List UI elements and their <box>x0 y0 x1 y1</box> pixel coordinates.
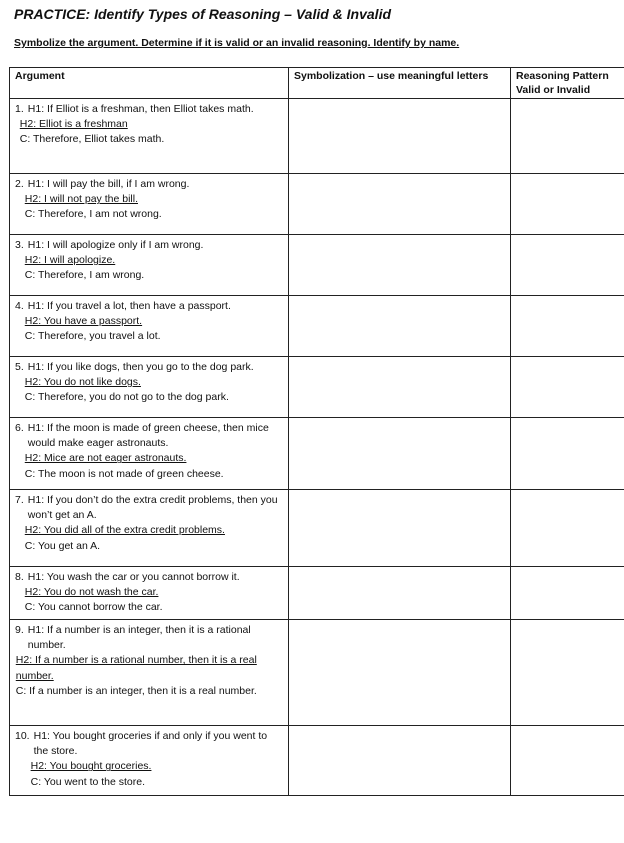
conclusion: C: Therefore, Elliot takes math. <box>19 133 165 146</box>
argument-row-9 <box>10 620 624 726</box>
argument-cell <box>10 99 289 174</box>
symbolization-cell[interactable] <box>289 726 511 796</box>
reasoning-pattern-cell[interactable] <box>511 296 624 357</box>
hypothesis-2: H2: You do not wash the car. <box>24 586 159 599</box>
argument-cell <box>10 726 289 796</box>
hypothesis-1: H1: I will apologize only if I am wrong. <box>27 239 204 251</box>
argument-cell <box>10 174 289 235</box>
hypothesis-1: H1: If you travel a lot, then have a passport. <box>27 300 231 312</box>
reasoning-pattern-cell[interactable] <box>511 235 624 296</box>
reasoning-pattern-cell[interactable] <box>511 620 624 726</box>
conclusion: C: Therefore, I am not wrong. <box>24 208 162 221</box>
argument-number: 10. <box>15 730 30 742</box>
reasoning-pattern-cell[interactable] <box>511 567 624 620</box>
hypothesis-2: H2: If a number is a rational number, then it is a real number. <box>15 654 257 682</box>
hypothesis-1: H1: I will pay the bill, if I am wrong. <box>27 178 190 190</box>
symbolization-header: Symbolization – use meaningful letters <box>289 68 511 99</box>
argument-number: 3. <box>15 239 24 251</box>
conclusion: C: Therefore, you travel a lot. <box>24 330 161 343</box>
argument-cell <box>10 296 289 357</box>
conclusion: C: If a number is an integer, then it is a real number. <box>15 684 257 697</box>
argument-header: Argument <box>10 68 289 99</box>
conclusion: C: The moon is not made of green cheese. <box>24 467 224 480</box>
symbolization-cell[interactable] <box>289 418 511 490</box>
conclusion: C: You went to the store. <box>30 775 146 788</box>
page-title: PRACTICE: Identify Types of Reasoning – Valid & Invalid <box>14 6 392 22</box>
hypothesis-1: H1: You wash the car or you cannot borrow it. <box>27 571 240 583</box>
argument-cell <box>10 620 289 726</box>
argument-row-4 <box>10 296 624 357</box>
symbolization-cell[interactable] <box>289 235 511 296</box>
argument-row-2 <box>10 174 624 235</box>
hypothesis-1: H1: If you like dogs, then you go to the dog park. <box>27 361 254 373</box>
argument-number: 1. <box>15 103 24 115</box>
symbolization-cell[interactable] <box>289 490 511 567</box>
reasoning-pattern-header: Reasoning Pattern Valid or Invalid <box>511 68 624 99</box>
hypothesis-1: H1: If you don’t do the extra credit problems, then you won’t get an A. <box>27 494 278 522</box>
argument-row-1 <box>10 99 624 174</box>
argument-cell <box>10 490 289 567</box>
reasoning-pattern-cell[interactable] <box>511 418 624 490</box>
hypothesis-2: H2: I will not pay the bill. <box>24 193 138 206</box>
reasoning-pattern-cell[interactable] <box>511 357 624 418</box>
hypothesis-2: H2: You do not like dogs. <box>24 376 141 389</box>
symbolization-cell[interactable] <box>289 296 511 357</box>
hypothesis-2: H2: You did all of the extra credit problems. <box>24 524 225 537</box>
argument-row-7 <box>10 490 624 567</box>
argument-number: 9. <box>15 624 24 636</box>
hypothesis-1: H1: If a number is an integer, then it is a rational number. <box>27 624 251 652</box>
symbolization-cell[interactable] <box>289 174 511 235</box>
argument-cell <box>10 235 289 296</box>
argument-number: 8. <box>15 571 24 583</box>
argument-cell <box>10 418 289 490</box>
argument-row-10 <box>10 726 624 796</box>
conclusion: C: Therefore, you do not go to the dog park. <box>24 391 229 404</box>
argument-number: 6. <box>15 422 24 434</box>
reasoning-pattern-cell[interactable] <box>511 99 624 174</box>
hypothesis-2: H2: Mice are not eager astronauts. <box>24 452 187 465</box>
argument-cell <box>10 357 289 418</box>
argument-cell <box>10 567 289 620</box>
header-row <box>10 68 624 99</box>
reasoning-pattern-cell[interactable] <box>511 726 624 796</box>
argument-row-8 <box>10 567 624 620</box>
argument-row-5 <box>10 357 624 418</box>
hypothesis-2: H2: You bought groceries. <box>30 760 152 773</box>
argument-number: 7. <box>15 494 24 506</box>
argument-number: 4. <box>15 300 24 312</box>
conclusion: C: Therefore, I am wrong. <box>24 269 145 282</box>
reasoning-pattern-cell[interactable] <box>511 490 624 567</box>
instructions: Symbolize the argument. Determine if it is valid or an invalid reasoning. Identify by name. <box>14 37 460 49</box>
symbolization-cell[interactable] <box>289 620 511 726</box>
hypothesis-2: H2: I will apologize. <box>24 254 116 267</box>
hypothesis-2: H2: You have a passport. <box>24 315 143 328</box>
hypothesis-1: H1: If the moon is made of green cheese, then mice would make eager astronauts. <box>27 422 269 450</box>
reasoning-pattern-cell[interactable] <box>511 174 624 235</box>
conclusion: C: You get an A. <box>24 539 101 552</box>
symbolization-cell[interactable] <box>289 357 511 418</box>
argument-row-3 <box>10 235 624 296</box>
hypothesis-1: H1: You bought groceries if and only if you went to the store. <box>33 730 268 758</box>
worksheet-table <box>9 67 624 796</box>
symbolization-cell[interactable] <box>289 99 511 174</box>
argument-number: 5. <box>15 361 24 373</box>
conclusion: C: You cannot borrow the car. <box>24 601 163 614</box>
hypothesis-2: H2: Elliot is a freshman <box>19 118 128 131</box>
hypothesis-1: H1: If Elliot is a freshman, then Elliot takes math. <box>27 103 254 115</box>
argument-number: 2. <box>15 178 24 190</box>
symbolization-cell[interactable] <box>289 567 511 620</box>
argument-row-6 <box>10 418 624 490</box>
